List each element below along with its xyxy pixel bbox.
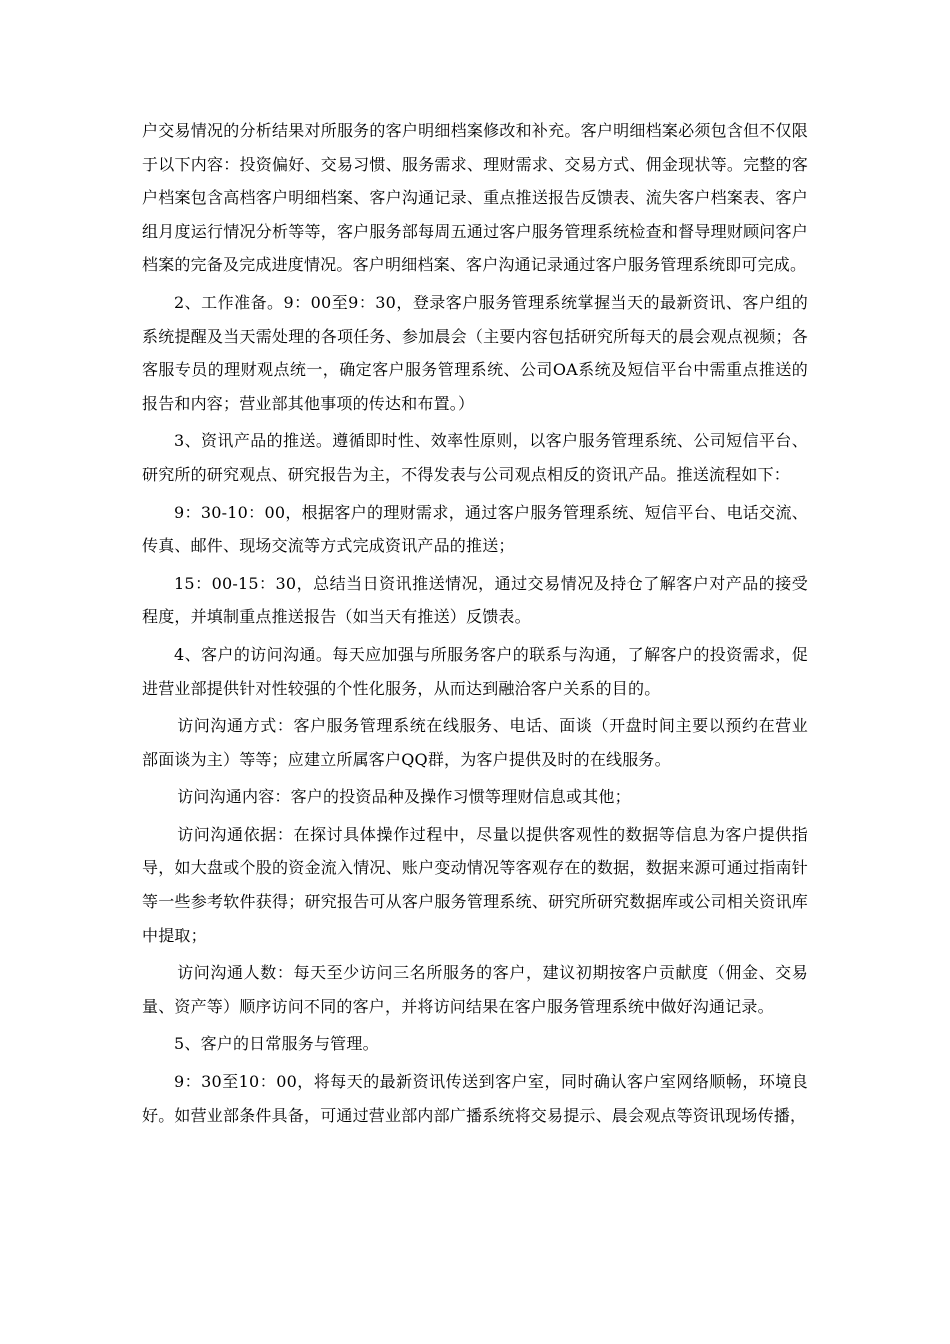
paragraph-morning-push-schedule: 9：30-10：00，根据客户的理财需求，通过客户服务管理系统、短信平台、电话交流、传真、邮件、现场交流等方式完成资讯产品的推送； <box>142 502 808 556</box>
paragraph-communication-method: 访问沟通方式：客户服务管理系统在线服务、电话、面谈（开盘时间主要以预约在营业部面谈为主）等等；应建立所属客户QQ群，为客户提供及时的在线服务。 <box>142 716 808 769</box>
paragraph-daily-schedule: 9：30至10：00，将每天的最新资讯传送到客户室，同时确认客户室网络顺畅，环境良好。如营业部条件具备，可通过营业部内部广播系统将交易提示、晨会观点等资讯现场传播， <box>142 1072 808 1125</box>
paragraph-communication-count: 访问沟通人数：每天至少访问三名所服务的客户，建议初期按客户贡献度（佣金、交易量、资产等）顺序访问不同的客户，并将访问结果在客户服务管理系统中做好沟通记录。 <box>142 963 808 1016</box>
paragraph-daily-service: 5、客户的日常服务与管理。 <box>174 1034 379 1054</box>
paragraph-client-archive: 户交易情况的分析结果对所服务的客户明细档案修改和补充。客户明细档案必须包含但不仅限于以下内容：投资偏好、交易习惯、服务需求、理财需求、交易方式、佣金现状等。完整的客户档案包含高档客户明细档案、客户沟通记录、重点推送报告反馈表、流失客户档案表、客户组月度运行情况分析等等，客户服务部每周五通过客户服务管理系统检查和督导理财顾问客户档案的完备及完成进度情况。客户明细档案、客户沟通记录通过客户服务管理系统即可完成。 <box>142 121 808 275</box>
document-body <box>142 114 808 1132</box>
paragraph-communication-basis: 访问沟通依据：在探讨具体操作过程中，尽量以提供客观性的数据等信息为客户提供指导，如大盘或个股的资金流入情况、账户变动情况等客观存在的数据，数据来源可通过指南针等一些参考软件获得；研究报告可从客户服务管理系统、研究所研究数据库或公司相关资讯库中提取； <box>142 824 808 945</box>
paragraph-info-push: 3、资讯产品的推送。遵循即时性、效率性原则，以客户服务管理系统、公司短信平台、研究所的研究观点、研究报告为主，不得发表与公司观点相反的资讯产品。推送流程如下： <box>142 431 808 484</box>
paragraph-work-preparation: 2、工作准备。9：00至9：30，登录客户服务管理系统掌握当天的最新资讯、客户组的系统提醒及当天需处理的各项任务、参加晨会（主要内容包括研究所每天的晨会观点视频；各客服专员的理财观点统一，确定客户服务管理系统、公司OA系统及短信平台中需重点推送的报告和内容；营业部其他事项的传达和布置。） <box>142 292 808 413</box>
paragraph-afternoon-summary: 15：00-15：30，总结当日资讯推送情况，通过交易情况及持仓了解客户对产品的接受程度，并填制重点推送报告（如当天有推送）反馈表。 <box>142 573 808 627</box>
paragraph-client-communication: 4、客户的访问沟通。每天应加强与所服务客户的联系与沟通，了解客户的投资需求，促进营业部提供针对性较强的个性化服务，从而达到融洽客户关系的目的。 <box>142 644 808 698</box>
paragraph-communication-content: 访问沟通内容：客户的投资品种及操作习惯等理财信息或其他； <box>177 787 631 807</box>
